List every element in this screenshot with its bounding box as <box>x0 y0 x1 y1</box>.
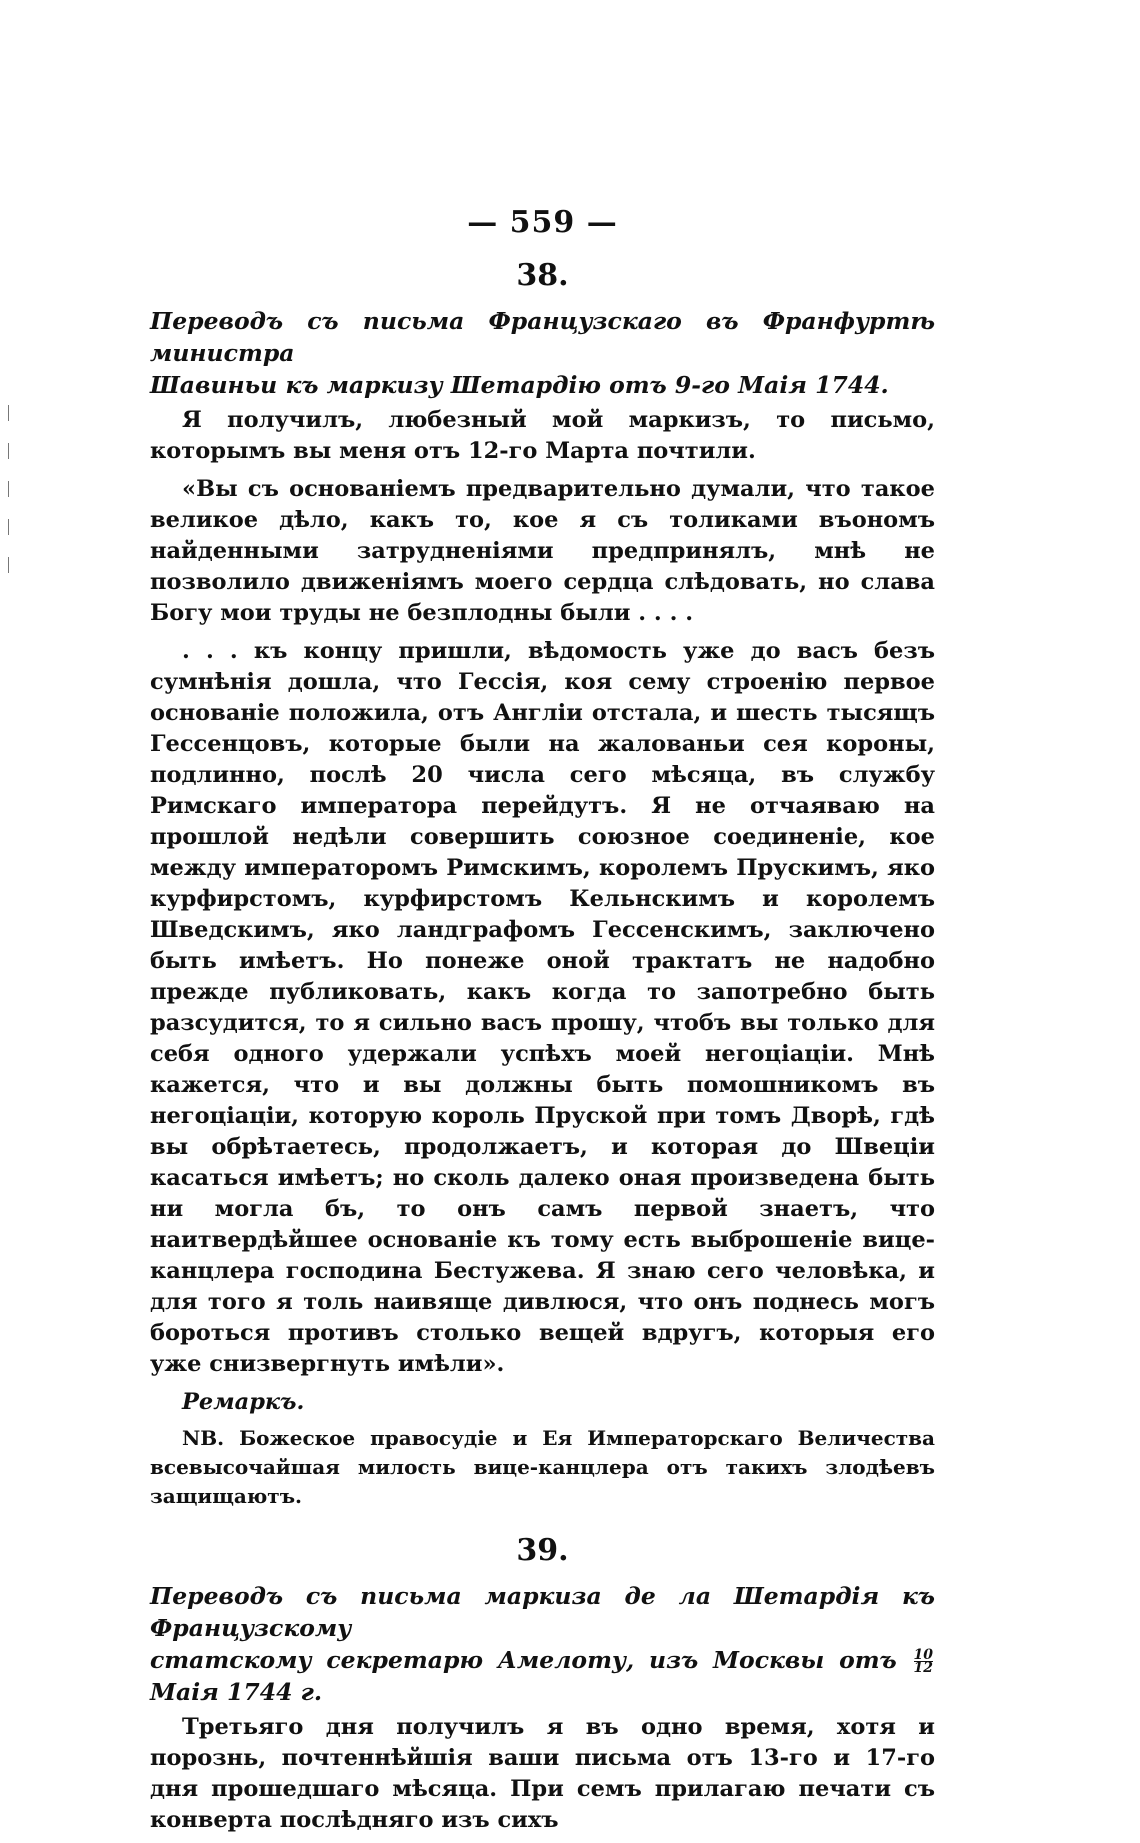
margin-mark <box>8 519 9 535</box>
document-number: 38. <box>516 258 569 293</box>
document-39 <box>150 1533 935 1836</box>
nb-note: NB. Божеское правосудіе и Ея Императорскаго Величества всевысочайшая милость вице-канцлера отъ такихъ злодѣевъ защищаютъ. <box>150 1426 935 1508</box>
book-page <box>150 205 935 1843</box>
heading-line: Шавиньи къ маркизу Шетардію отъ 9-го Маія 1744. <box>150 371 889 399</box>
fraction-denominator: 12 <box>913 1660 934 1676</box>
paragraph: Третьяго дня получилъ я въ одно время, хотя и порознь, почтеннѣйшія ваши письма отъ 13-го и 17-го дня прошедшаго мѣсяца. При семъ прилагаю печати съ конверта послѣдняго изъ сихъ <box>150 1714 935 1833</box>
heading-text: статскому секретарю Амелоту, изъ Москвы отъ <box>150 1646 897 1674</box>
heading-line <box>150 1644 935 1708</box>
document-38 <box>150 258 935 1511</box>
heading-line: Переводъ съ письма Французскаго въ Франфуртѣ министра <box>150 307 935 367</box>
page-number: — 559 — <box>467 205 618 240</box>
margin-mark <box>8 443 9 459</box>
remark-title: Ремаркъ. <box>182 1389 305 1415</box>
date-fraction <box>914 1649 933 1674</box>
paragraph: «Вы съ основаніемъ предварительно думали, что такое великое дѣло, какъ то, кое я съ толиками въономъ найденными затрудненіями предпринялъ, мнѣ не позволило движеніямъ моего сердца слѣдовать, но слава Богу мои труды не безплодны были . . . . <box>150 476 935 626</box>
margin-mark <box>8 557 9 573</box>
document-number: 39. <box>516 1533 569 1568</box>
heading-text: Маія 1744 г. <box>150 1678 323 1706</box>
document-heading <box>150 1580 935 1708</box>
document-heading <box>150 305 935 401</box>
margin-mark <box>8 481 9 497</box>
paragraph: Я получилъ, любезный мой маркизъ, то письмо, которымъ вы меня отъ 12-го Марта почтили. <box>150 407 935 464</box>
margin-marks <box>8 405 14 595</box>
paragraph: . . . къ концу пришли, вѣдомость уже до васъ безъ сумнѣнія дошла, что Гессія, коя сему строенію первое основаніе положила, отъ Англіи отстала, и шесть тысящъ Гессенцовъ, которые были на жалованьи сея короны, подлинно, послѣ 20 числа сего мѣсяца, въ службу Римскаго императора перейдутъ. Я не отчаяваю на прошлой недѣли совершить союзное соединеніе, кое между императоромъ Римскимъ, королемъ Прускимъ, яко курфирстомъ, курфирстомъ Кельнскимъ и королемъ Шведскимъ, яко ландграфомъ Гессенскимъ, заключено быть имѣетъ. Но понеже оной трактатъ не надобно прежде публиковать, какъ когда то запотребно быть разсудится, то я сильно васъ прошу, чтобъ вы только для себя одного удержали успѣхъ моей негоціаціи. Мнѣ кажется, что и вы должны быть помошникомъ въ негоціаціи, которую король Пруской при томъ Дворѣ, гдѣ вы обрѣтаетесь, продолжаетъ, и которая до Швеціи касаться имѣетъ; но сколь далеко оная произведена быть ни могла бъ, то онъ самъ первой знаетъ, что наитвердѣйшее основаніе къ тому есть выброшеніе вице-канцлера господина Бестужева. Я знаю сего человѣка, и для того я толь наивяще дивлюся, что онъ поднесь могъ бороться противъ столько вещей вдругъ, которыя его уже снизвергнуть имѣли». <box>150 638 935 1377</box>
margin-mark <box>8 405 9 421</box>
heading-line: Переводъ съ письма маркиза де ла Шетардія къ Французскому <box>150 1582 935 1642</box>
fraction-numerator: 10 <box>913 1647 934 1663</box>
